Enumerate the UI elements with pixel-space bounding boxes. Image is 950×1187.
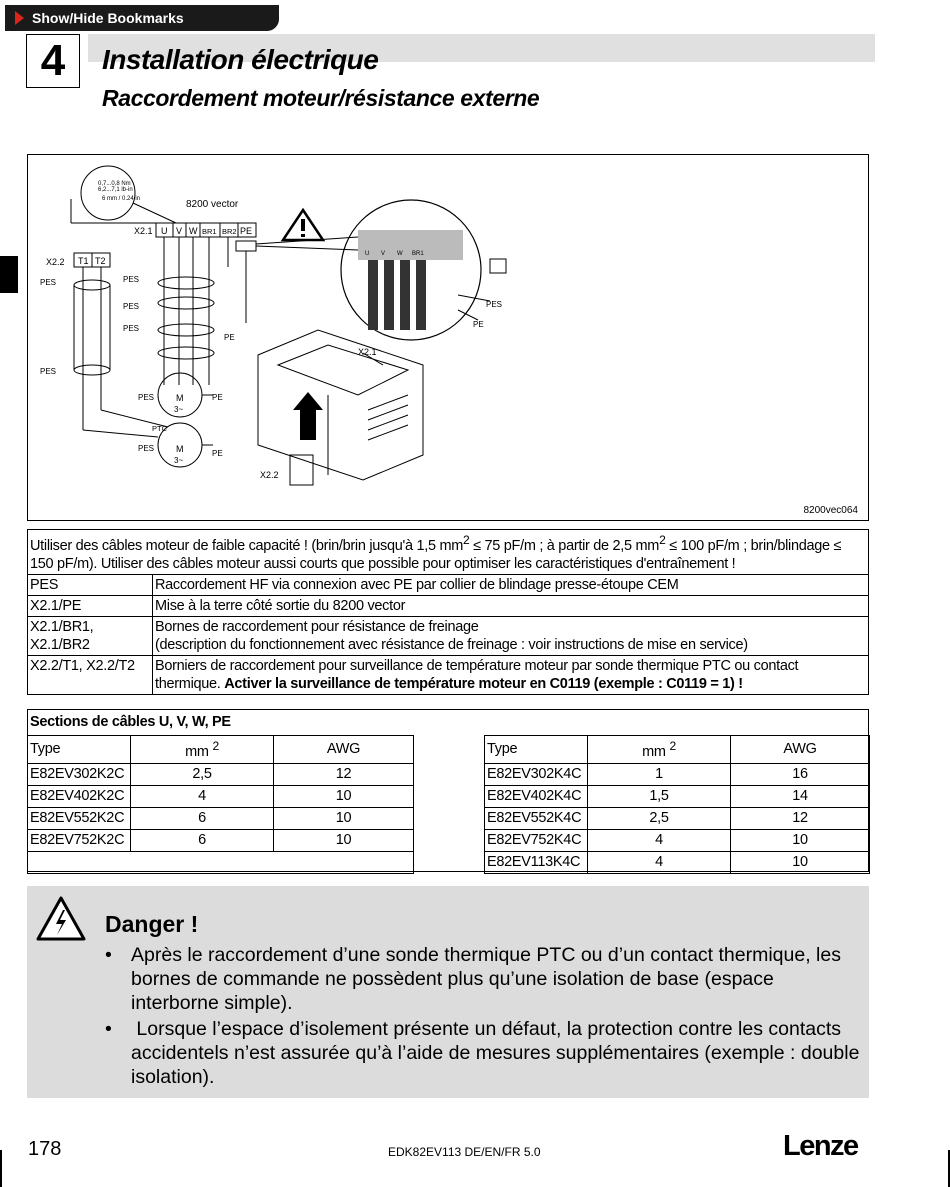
intro-text: ≤ 75 pF/m ; à partir de 2,5 mm xyxy=(469,537,660,554)
torque-label-2: 6,2...7,1 lb-in xyxy=(98,187,133,193)
strip-label: 6 mm / 0.24 in xyxy=(102,196,141,202)
notes-table xyxy=(27,529,869,695)
header-mm: mm $^2$ xyxy=(131,736,274,764)
wiring-diagram xyxy=(28,155,868,520)
t2-label: T2 xyxy=(95,256,106,266)
table-row xyxy=(28,655,869,694)
note-key: X2.1/PE xyxy=(28,595,153,616)
table-row xyxy=(28,574,869,595)
intro-cell xyxy=(28,530,869,575)
pe-label: PE xyxy=(224,333,235,342)
note-value xyxy=(153,655,869,694)
list-item xyxy=(105,1017,865,1089)
ptc-label: PTC xyxy=(152,424,167,433)
t1-label: T1 xyxy=(78,256,89,266)
x22-photo-label: X2.2 xyxy=(260,470,279,480)
device-label: 8200 vector xyxy=(186,199,239,210)
danger-title: Danger ! xyxy=(105,911,199,937)
chapter-side-tab xyxy=(0,256,18,293)
page-title: Installation électrique xyxy=(102,44,379,75)
list-item-text: Lorsque l’espace d’isolement présente un défaut, la protection contre les contacts accidentels n’est assurée qu’à l’aide de mesures supplémentaires (exemple : double isolation). xyxy=(131,1018,865,1088)
page-number: 178 xyxy=(28,1138,62,1160)
bookmarks-label: Show/Hide Bookmarks xyxy=(32,10,184,26)
wiring-figure xyxy=(27,154,869,521)
note-text: thermique. xyxy=(155,675,225,692)
document-id: EDK82EV113 DE/EN/FR 5.0 xyxy=(388,1145,541,1159)
x21-label: X2.1 xyxy=(134,226,153,236)
table-row: E82EV302K2C 2,5 12 xyxy=(28,763,414,785)
motor-label: M xyxy=(176,393,184,403)
show-hide-bookmarks-button[interactable] xyxy=(5,5,279,31)
table-header xyxy=(485,736,870,764)
note-line xyxy=(155,675,866,693)
note-value: Mise à la terre côté sortie du 8200 vector xyxy=(153,595,869,616)
note-key-line: X2.1/BR1, xyxy=(30,618,94,635)
motor-phase-label: 3~ xyxy=(174,456,184,465)
pes-label: PES xyxy=(123,275,140,284)
table-row: E82EV552K4C 2,5 12 xyxy=(485,807,870,829)
table-row xyxy=(28,851,414,873)
note-value xyxy=(153,616,869,655)
sections-table-right xyxy=(484,735,870,874)
header-type: Type xyxy=(28,736,131,764)
u-label: U xyxy=(161,226,168,236)
cable-sections xyxy=(27,709,869,872)
list-item xyxy=(105,943,865,1015)
danger-list xyxy=(105,943,865,1089)
table-header xyxy=(28,736,414,764)
pes-label: PES xyxy=(40,367,57,376)
bullet: • xyxy=(105,1018,112,1040)
sections-table-left xyxy=(27,735,414,874)
header-mm: mm $^2$ xyxy=(588,736,731,764)
table-row: E82EV402K4C 1,5 14 xyxy=(485,785,870,807)
intro-text: Utiliser des câbles moteur de faible capacité ! (brin/brin jusqu'à 1,5 mm xyxy=(30,537,463,554)
pe-label: PE xyxy=(212,449,223,458)
x22-label: X2.2 xyxy=(46,257,65,267)
superscript: 2 xyxy=(659,533,666,547)
header-awg: AWG xyxy=(731,736,870,764)
note-line: (description du fonctionnement avec résistance de freinage : voir instructions de mise en service) xyxy=(155,636,748,653)
motor-label: M xyxy=(176,444,184,454)
list-item-text: Après le raccordement d’une sonde thermique PTC ou d’un contact thermique, les bornes de commande ne possèdent plus qu’une isolation de base (espace interborne simple). xyxy=(131,944,841,1014)
intro-text: ≤ 100 pF/m ; brin/blindage ≤ 150 pF/m). Utiliser des câbles moteur aussi courts que possible pour optimiser les caractéristiques d'entraînement ! xyxy=(30,537,842,572)
sections-title: Sections de câbles U, V, W, PE xyxy=(30,714,231,730)
motor-phase-label: 3~ xyxy=(174,405,184,414)
table-row: E82EV752K4C 4 10 xyxy=(485,829,870,851)
pes-label: PES xyxy=(138,393,155,402)
pes-label: PES xyxy=(123,324,140,333)
table-row: E82EV113K4C 4 10 xyxy=(485,851,870,873)
header-type: Type xyxy=(485,736,588,764)
table-row xyxy=(28,595,869,616)
danger-box xyxy=(27,886,869,1098)
table-row: E82EV552K2C 6 10 xyxy=(28,807,414,829)
br1-label: BR1 xyxy=(202,227,217,236)
table-row xyxy=(28,530,869,575)
table-row: E82EV302K4C 1 16 xyxy=(485,763,870,785)
x21-photo-label: X2.1 xyxy=(358,347,377,357)
photo-v-label: V xyxy=(381,251,386,257)
note-line: Borniers de raccordement pour surveillance de température moteur par sonde thermique PTC ou contact xyxy=(155,657,799,674)
high-voltage-warning-icon xyxy=(35,894,87,942)
lenze-logo: Lenze xyxy=(783,1130,858,1162)
figure-reference: 8200vec064 xyxy=(803,505,858,516)
page-edge xyxy=(0,1150,2,1187)
pe-label: PE xyxy=(240,226,253,236)
bullet: • xyxy=(105,944,112,966)
note-bold-text: Activer la surveillance de température moteur en C0119 (exemple : C0119 = 1) ! xyxy=(224,675,743,692)
pes-label: PES xyxy=(123,302,140,311)
page-subtitle: Raccordement moteur/résistance externe xyxy=(102,85,540,111)
note-line: Bornes de raccordement pour résistance de freinage xyxy=(155,618,479,635)
photo-br1-label: BR1 xyxy=(412,251,424,257)
photo-w-label: W xyxy=(397,251,403,257)
table-row: E82EV752K2C 6 10 xyxy=(28,829,414,851)
pes-photo-label: PES xyxy=(486,300,503,309)
superscript: 2 xyxy=(463,533,470,547)
table-row xyxy=(28,616,869,655)
pes-label: PES xyxy=(138,444,155,453)
photo-u-label: U xyxy=(365,251,370,257)
note-key: X2.2/T1, X2.2/T2 xyxy=(28,655,153,694)
pe-label: PE xyxy=(212,393,223,402)
header-awg: AWG xyxy=(274,736,414,764)
v-label: V xyxy=(176,226,183,236)
note-value: Raccordement HF via connexion avec PE par collier de blindage presse-étoupe CEM xyxy=(153,574,869,595)
chapter-number: 4 xyxy=(26,34,80,88)
br2-label: BR2 xyxy=(222,227,237,236)
pes-label: PES xyxy=(40,278,57,287)
note-key xyxy=(28,616,153,655)
table-row: E82EV402K2C 4 10 xyxy=(28,785,414,807)
triangle-right-icon xyxy=(15,11,24,25)
w-label: W xyxy=(189,226,198,236)
note-key: PES xyxy=(28,574,153,595)
torque-label-1: 0,7...0,8 Nm xyxy=(98,181,131,187)
pe-photo-label: PE xyxy=(473,320,484,329)
note-key-line: X2.1/BR2 xyxy=(30,636,90,653)
